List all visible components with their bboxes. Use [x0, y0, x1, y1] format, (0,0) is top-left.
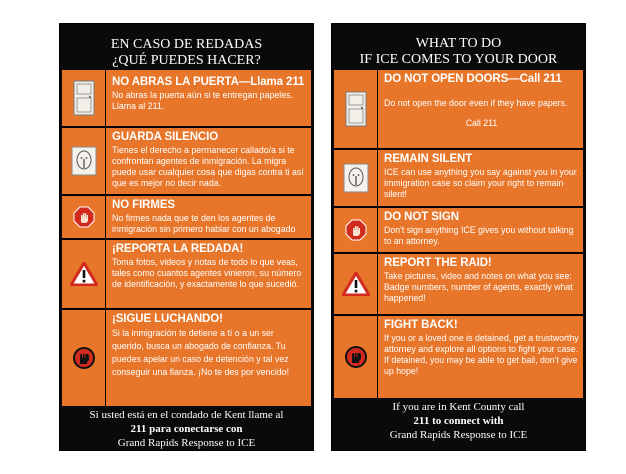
raised-fist-icon	[62, 310, 106, 406]
call-211-text: Call 211	[465, 118, 498, 128]
section-body: No abras la puerta aún si te entregan papeles. Llama al 211.	[112, 90, 293, 111]
silence-face-icon	[334, 150, 378, 206]
section-title: REPORT THE RAID!	[384, 257, 492, 269]
section-body: If you or a loved one is detained, get a trustworthy attorney and explore all options to fight your case. If detained, you may be able to get bail, don't give up hope!	[384, 333, 579, 376]
section-body: No firmes nada que te den los agentes de inmigración sin primero hablar con un abogado	[112, 213, 296, 234]
section-body: Don't sign anything ICE gives you without talking to an attorney.	[384, 225, 574, 246]
header-line-2: ¿QUÉ PUEDES HACER?	[112, 53, 261, 68]
header-line-2: IF ICE COMES TO YOUR DOOR	[359, 52, 558, 67]
footer-line-1: Si usted está en el condado de Kent llame al	[89, 409, 284, 421]
door-icon	[334, 70, 378, 148]
section-title: REMAIN SILENT	[384, 153, 473, 165]
section-do-not-open	[62, 70, 311, 128]
section-do-not-open	[334, 70, 583, 150]
card-header	[332, 24, 585, 70]
card-footer	[60, 408, 313, 450]
section-do-not-sign	[62, 196, 311, 240]
footer-line-2: 211 to connect with	[413, 415, 504, 427]
silence-face-icon	[62, 128, 106, 194]
header-line-1: WHAT TO DO	[415, 36, 502, 51]
raised-fist-icon	[334, 316, 378, 398]
warning-icon	[62, 240, 106, 308]
section-report-raid	[62, 240, 311, 310]
section-keep-fighting	[62, 310, 311, 406]
section-remain-silent	[334, 150, 583, 208]
english-flyer-card	[331, 23, 586, 451]
section-body: ICE can use anything you say against you in your immigration case so claim your right to remain silent!	[384, 167, 577, 199]
section-title: DO NOT OPEN DOORS—Call 211	[384, 73, 562, 85]
section-fight-back	[334, 316, 583, 398]
section-title: GUARDA SILENCIO	[112, 131, 219, 143]
spanish-flyer-card	[59, 23, 314, 451]
section-body: Toma fotos, videos y notas de todo lo que veas, tales como cuantos agentes vinieron, su número de identificación, y exactamente lo que sucedió.	[112, 257, 302, 289]
section-body: Tienes el derecho a permanecer callado/a si te confrontan agentes de inmigración. La migra puede usar cualquier cosa que digas contra ti así que es mejor no decir nada.	[112, 145, 304, 188]
section-body: Do not open the door even if they have papers.	[384, 98, 568, 108]
section-title: ¡SIGUE LUCHANDO!	[112, 313, 223, 325]
card-header	[60, 24, 313, 70]
stop-hand-icon	[62, 196, 106, 238]
warning-icon	[334, 254, 378, 314]
card-footer	[332, 396, 585, 450]
footer-line-2: 211 para conectarse con	[130, 423, 243, 435]
header-line-1: EN CASO DE REDADAS	[110, 37, 263, 52]
section-title: DO NOT SIGN	[384, 211, 459, 223]
footer-line-3: Grand Rapids Response to ICE	[389, 429, 528, 441]
section-title: ¡REPORTA LA REDADA!	[112, 243, 244, 255]
section-title: NO FIRMES	[112, 199, 175, 211]
footer-line-3: Grand Rapids Response to ICE	[117, 437, 256, 449]
door-icon	[62, 70, 106, 126]
section-body: Take pictures, video and notes on what you see: Badge numbers, number of agents, exactly what happened!	[384, 271, 573, 303]
section-title: FIGHT BACK!	[384, 319, 458, 331]
stop-hand-icon	[334, 208, 378, 252]
footer-line-1: If you are in Kent County call	[392, 401, 525, 413]
section-remain-silent	[62, 128, 311, 196]
section-do-not-sign	[334, 208, 583, 254]
section-title: NO ABRAS LA PUERTA—Llama 211	[112, 76, 305, 88]
section-body: Si la inmigración te detiene a tí o a un ser querido, busca un abogado de confianza. Tu puedes apelar un caso de detención y tal vez conseguir una fianza. ¡No te des por vencido!	[112, 328, 290, 377]
section-report-raid	[334, 254, 583, 316]
